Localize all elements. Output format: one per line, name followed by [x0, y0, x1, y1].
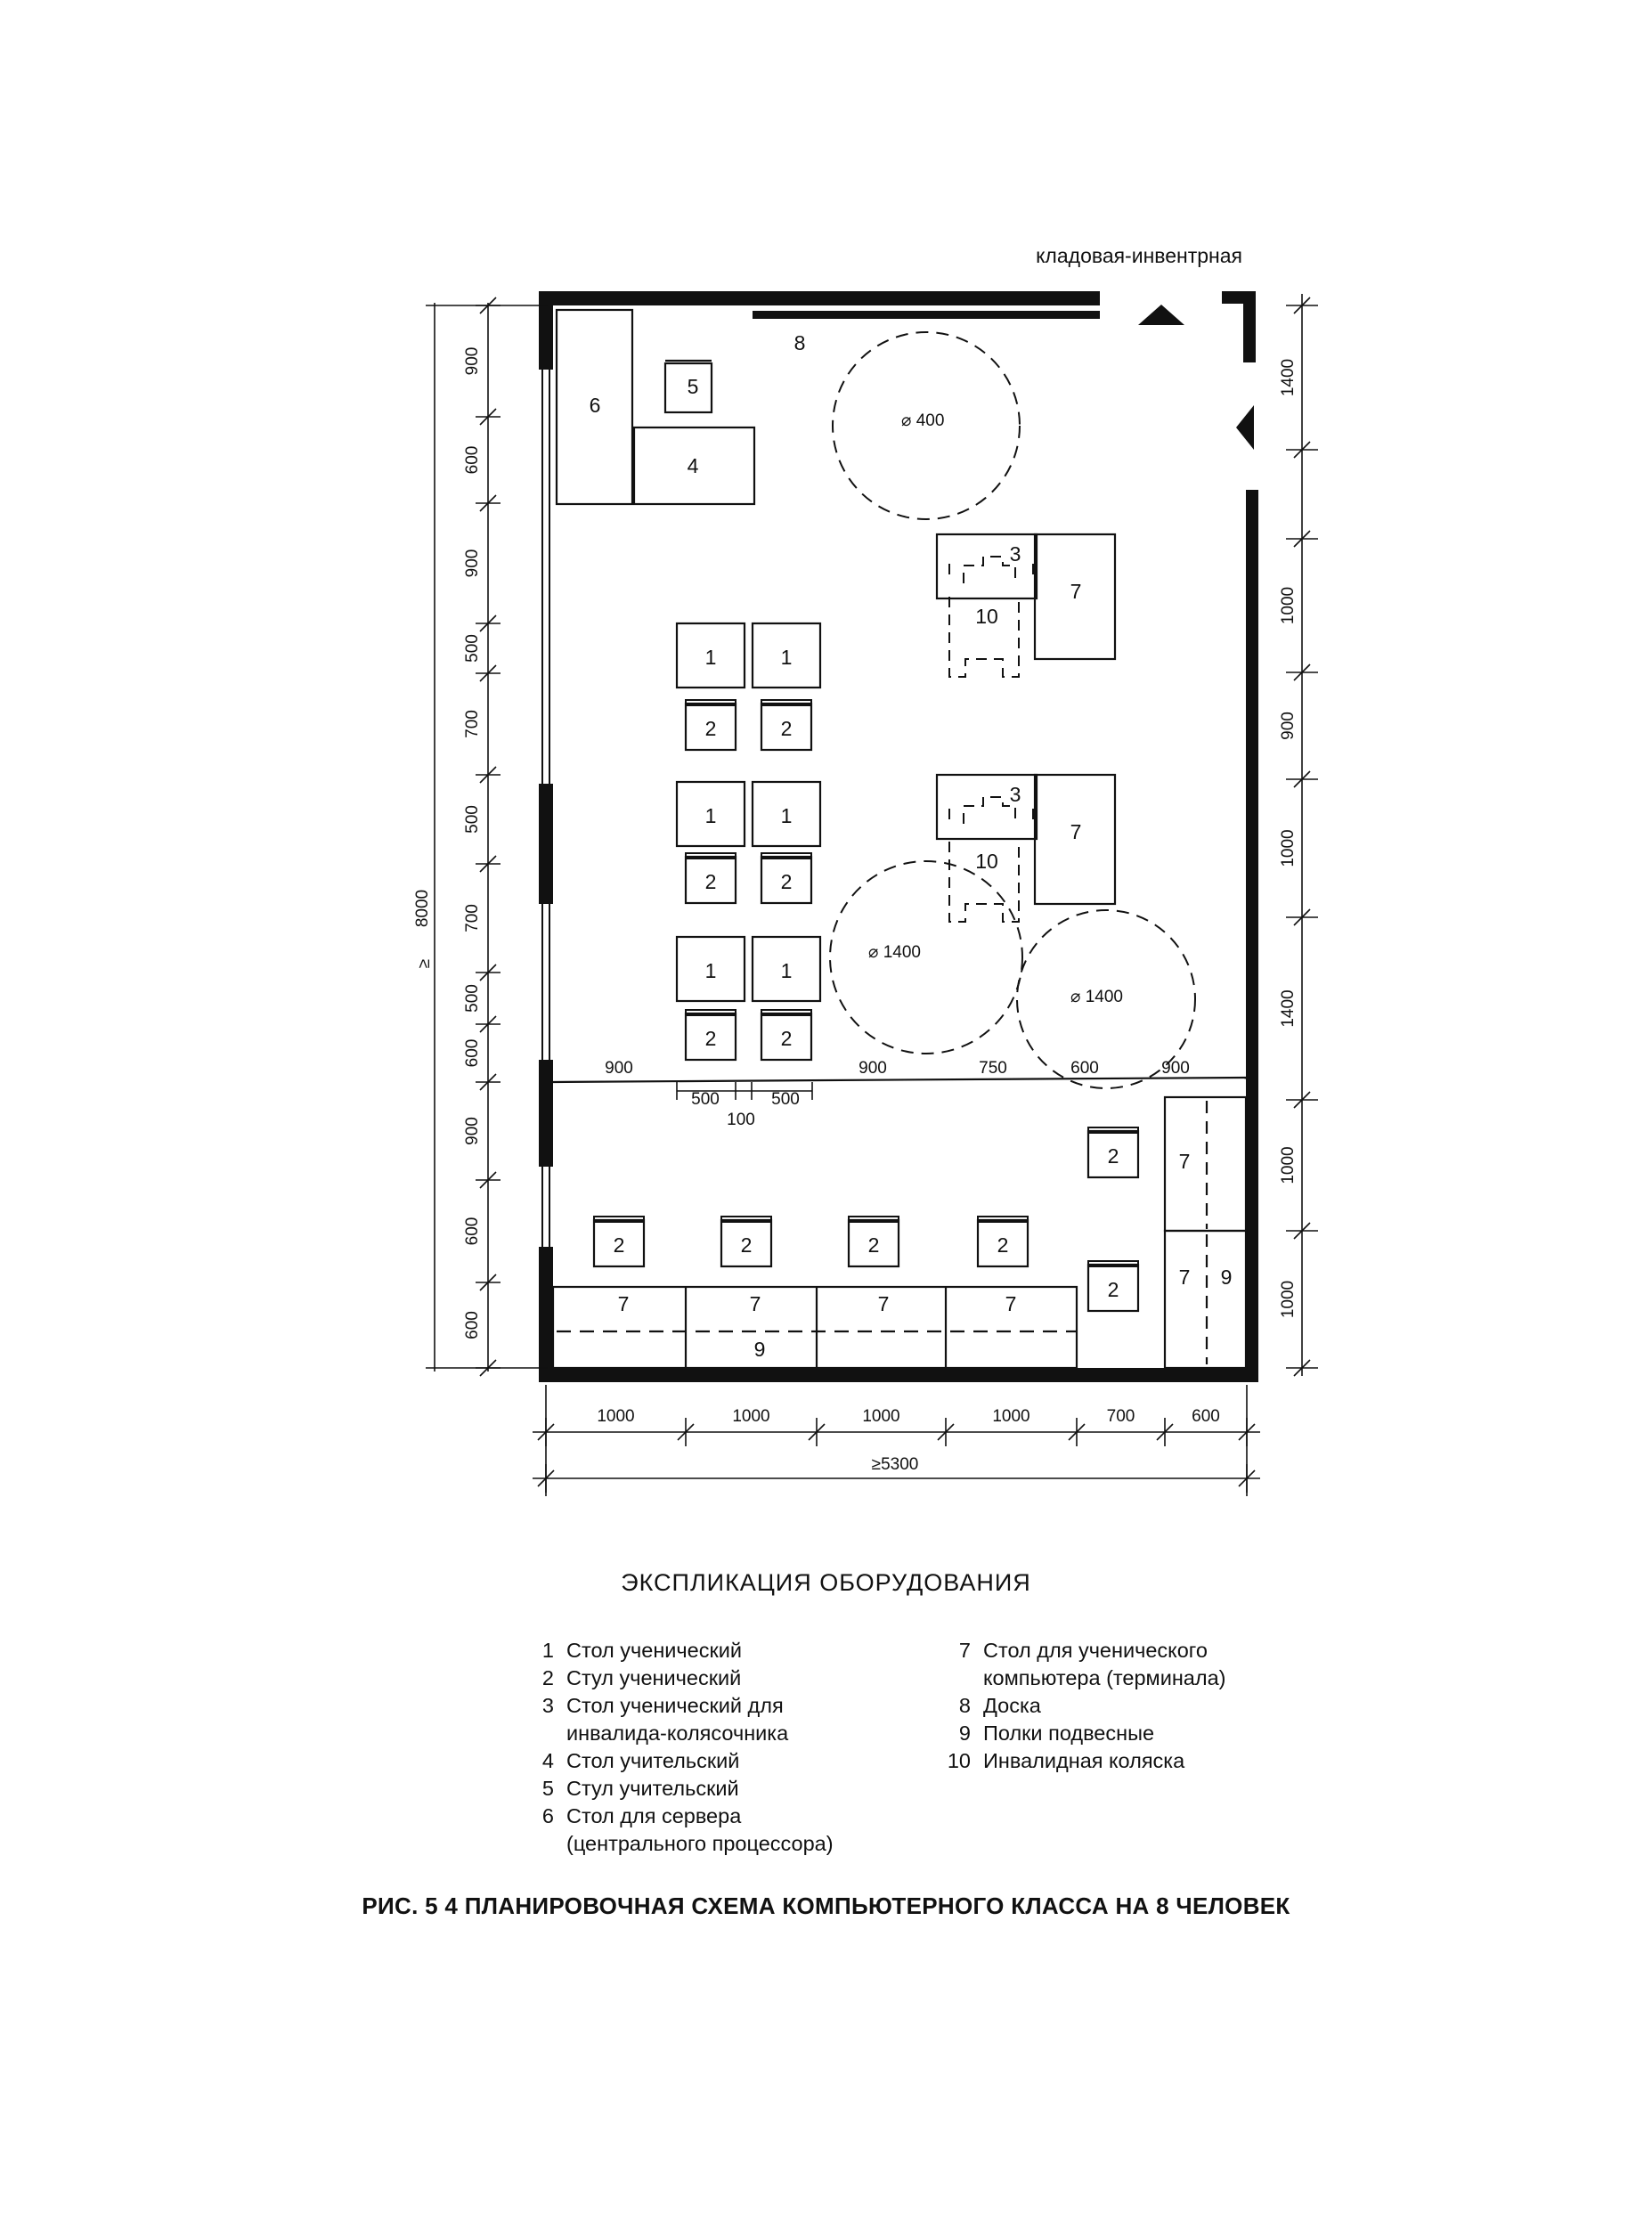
- student-table-label: 1: [780, 804, 793, 827]
- legend-text: Стол ученический для инвалида-колясочника: [566, 1694, 789, 1745]
- dimension-label: 900: [1279, 712, 1298, 740]
- legend-item: [525, 1775, 834, 1803]
- legend-item: [525, 1803, 834, 1858]
- server-table-label: 6: [589, 394, 601, 417]
- legend-item: [525, 1692, 834, 1747]
- dimension-label: 1000: [992, 1407, 1030, 1426]
- wheelchair-table-label: 3: [1009, 783, 1021, 806]
- overall-depth-label: 8000: [413, 889, 432, 928]
- student-chair-label: 2: [704, 870, 717, 893]
- wheelchair-table: [937, 534, 1037, 598]
- legend-item: [525, 1637, 834, 1664]
- terminal-table-label: 7: [1178, 1150, 1191, 1173]
- teacher-chair-label: 5: [687, 375, 699, 398]
- student-chair-label: 2: [704, 717, 717, 740]
- teacher-table-label: 4: [687, 454, 699, 477]
- door-arrow-icon: [1138, 305, 1184, 325]
- dimension-label: 600: [1070, 1059, 1099, 1078]
- dimension-label: 500: [463, 805, 482, 834]
- student-chair-label: 2: [780, 1027, 793, 1050]
- student-chair-label: 2: [867, 1233, 880, 1257]
- dimension-label: 1000: [1279, 586, 1298, 625]
- legend-left: [525, 1637, 834, 1858]
- legend-number: 7: [958, 1639, 971, 1662]
- turning-circle: [830, 861, 1022, 1054]
- legend-number: 3: [541, 1694, 554, 1717]
- dimension-label: 1400: [1279, 989, 1298, 1028]
- dimension-label: 900: [605, 1059, 633, 1078]
- dimension-label: 900: [463, 549, 482, 578]
- overall-width-label: ≥5300: [871, 1455, 919, 1474]
- legend-number: 2: [541, 1666, 554, 1689]
- figure-caption: РИС. 5 4 ПЛАНИРОВОЧНАЯ СХЕМА КОМПЬЮТЕРНОГО КЛАССА НА 8 ЧЕЛОВЕК: [362, 1892, 1290, 1919]
- dimension-label: 1000: [1279, 1146, 1298, 1184]
- dimension-label: 500: [463, 984, 482, 1013]
- terminal-table-label: 7: [1070, 580, 1082, 603]
- dimension-label: 900: [463, 1117, 482, 1145]
- student-chair-label: 2: [780, 870, 793, 893]
- student-chair-label: 2: [613, 1233, 625, 1257]
- student-chair-label: 2: [997, 1233, 1009, 1257]
- dimension-label: 1000: [597, 1407, 635, 1426]
- legend-item: [525, 1664, 834, 1692]
- dimension-label: 500: [771, 1090, 800, 1109]
- student-chair-label: 2: [1107, 1144, 1119, 1168]
- legend-number: 1: [541, 1639, 554, 1662]
- dimension-label: 100: [727, 1111, 755, 1129]
- wheelchair-label: 10: [975, 605, 998, 628]
- shelves-label: 9: [1220, 1266, 1233, 1289]
- dimension-label: 750: [979, 1059, 1007, 1078]
- dimension-label: 700: [463, 904, 482, 932]
- dimension-lines: [426, 294, 1318, 1496]
- legend-text: Стол учительский: [566, 1749, 740, 1772]
- student-chair-label: 2: [780, 717, 793, 740]
- explication-title: ЭКСПЛИКАЦИЯ ОБОРУДОВАНИЯ: [621, 1569, 1031, 1596]
- student-chair-label: 2: [740, 1233, 753, 1257]
- dimension-label: 1000: [732, 1407, 770, 1426]
- wheelchair-table: [937, 775, 1037, 839]
- legend-item: [942, 1747, 1226, 1775]
- dimension-label: 900: [463, 346, 482, 376]
- legend-number: 10: [947, 1749, 971, 1772]
- legend-number: 8: [958, 1694, 971, 1717]
- wheelchair-label: 10: [975, 850, 998, 873]
- legend-text: Стол ученический: [566, 1639, 743, 1662]
- dimension-label: 700: [463, 710, 482, 738]
- dimension-label: 1000: [1279, 1280, 1298, 1319]
- shelves-label: 9: [753, 1338, 766, 1361]
- legend-text: Стол для ученического компьютера (терминала): [983, 1639, 1226, 1689]
- terminal-table-label: 7: [1070, 820, 1082, 843]
- legend-text: Инвалидная коляска: [983, 1749, 1185, 1772]
- terminal-table-label: 7: [1005, 1292, 1017, 1315]
- legend-text: Стул учительский: [566, 1777, 739, 1800]
- dimension-label: 600: [463, 445, 482, 475]
- storage-room-label: кладовая-инвентрная: [1036, 244, 1242, 267]
- student-table-label: 1: [704, 959, 717, 982]
- dimension-label: 500: [463, 634, 482, 663]
- dimension-label: 600: [463, 1038, 482, 1068]
- student-table-label: 1: [704, 646, 717, 669]
- legend-item: [942, 1637, 1226, 1692]
- ge-symbol: ≥: [415, 958, 434, 969]
- legend-right: [942, 1637, 1226, 1775]
- dimension-label: 1400: [1279, 358, 1298, 397]
- terminal-table-label: 7: [749, 1292, 761, 1315]
- legend-text: Стул ученический: [566, 1666, 742, 1689]
- dimension-label: 600: [463, 1217, 482, 1246]
- dimension-label: 600: [1192, 1407, 1220, 1426]
- terminal-table-right: [1165, 1231, 1246, 1368]
- dimension-label: 1000: [862, 1407, 900, 1426]
- terminal-row: [553, 1287, 1077, 1368]
- circle-diameter-label: ⌀ 400: [901, 411, 945, 430]
- legend-number: 9: [958, 1721, 971, 1745]
- legend-number: 6: [541, 1804, 554, 1827]
- dimension-label: 500: [691, 1090, 720, 1109]
- student-chair-label: 2: [1107, 1278, 1119, 1301]
- legend-number: 5: [541, 1777, 554, 1800]
- student-chair-label: 2: [704, 1027, 717, 1050]
- terminal-table-label: 7: [877, 1292, 890, 1315]
- legend-item: [525, 1747, 834, 1775]
- circle-diameter-label: ⌀ 1400: [868, 943, 921, 962]
- circle-diameter-label: ⌀ 1400: [1070, 988, 1123, 1006]
- terminal-table-right: [1165, 1097, 1246, 1231]
- terminal-table-label: 7: [1178, 1266, 1191, 1289]
- wheelchair-table-label: 3: [1009, 542, 1021, 566]
- dimension-label: 1000: [1279, 829, 1298, 867]
- legend-text: Доска: [983, 1694, 1041, 1717]
- blackboard: [753, 311, 1100, 319]
- legend-text: Полки подвесные: [983, 1721, 1155, 1745]
- door-arrow-icon: [1236, 405, 1254, 450]
- student-table-label: 1: [704, 804, 717, 827]
- dimension-label: 900: [859, 1059, 887, 1078]
- terminal-table-label: 7: [617, 1292, 630, 1315]
- legend-item: [942, 1720, 1226, 1747]
- legend-number: 4: [541, 1749, 554, 1772]
- dimension-label: 900: [1161, 1059, 1190, 1078]
- legend-item: [942, 1692, 1226, 1720]
- student-table-label: 1: [780, 646, 793, 669]
- dimension-label: 700: [1106, 1407, 1135, 1426]
- dimension-label: 600: [463, 1311, 482, 1339]
- board-label: 8: [793, 331, 806, 354]
- student-table-label: 1: [780, 959, 793, 982]
- legend-text: Стол для сервера (центрального процессора): [566, 1804, 834, 1855]
